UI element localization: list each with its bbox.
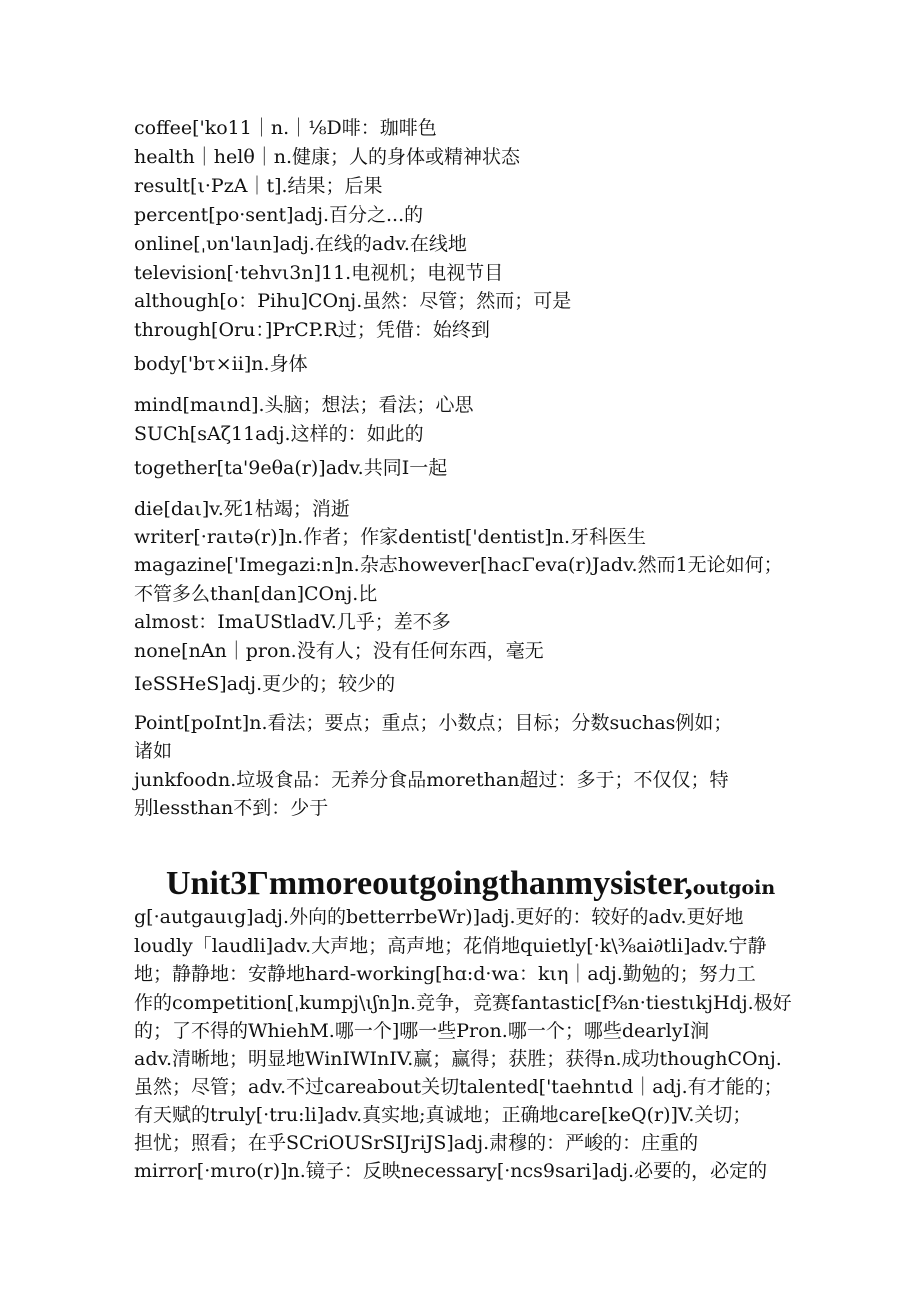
vocab-line: through[Oru：]PrCP.R过；凭借：始终到: [134, 319, 490, 341]
vocab-line: body['bτ×ii]n.身体: [134, 353, 308, 375]
vocab-line: die[daι]v.死1枯竭；消逝: [134, 498, 350, 520]
unit-line: mirror[·mιro(r)]n.镜子：反映necessary[·ncs9sari]adj.必要的，必定的: [134, 1160, 768, 1182]
vocab-line: 别lessthan不到：少于: [134, 797, 329, 819]
vocab-line: together[ta'9eθa(r)]adv.共同I一起: [134, 457, 448, 479]
unit-line: 地；静静地：安静地hard-working[hɑ:d·wa：kιη｜adj.勤勉的；努力工: [134, 963, 756, 985]
vocab-line: percent[po·sent]adj.百分之...的: [134, 204, 424, 226]
vocab-line: health｜helθ｜n.健康；人的身体或精神状态: [134, 146, 521, 168]
vocab-line: mind[maιnd].头脑；想法；看法；心思: [134, 394, 474, 416]
vocab-line: television[·tehvι3n]11.电视机；电视节目: [134, 262, 504, 284]
unit-line: adv.清晰地；明显地WinIWInIV.赢；赢得；获胜；获得n.成功thoughCOnj.: [134, 1048, 782, 1070]
unit-line: 担忧；照看；在乎SCriOUSrSIJriJS]adj.肃穆的：严峻的：庄重的: [134, 1132, 699, 1154]
vocab-line: online[ˌυn'laιn]adj.在线的adv.在线地: [134, 233, 467, 255]
unit-heading-tail: outgoin: [692, 877, 776, 899]
vocab-line: magazine['Imegazi:n]n.杂志however[hacΓeva(r)Jadv.然而1无论如何；: [134, 554, 783, 576]
unit-line: 虽然；尽管；adv.不过careabout关切talented['taehntιd｜adj.有才能的；: [134, 1076, 783, 1098]
vocab-line: Point[poInt]n.看法；要点；重点；小数点；目标；分数suchas例如；: [134, 712, 733, 734]
unit-line: 作的competition[ˌkumpj\ιʃn]n.竞争，竞赛fantastic[f⅜n·tiestιkjHdj.极好: [134, 992, 792, 1014]
vocab-line: writer[·raιtə(r)]n.作者；作家dentist['dentist]n.牙科医生: [134, 526, 646, 548]
unit-heading-title: Unit3Γmmoreoutgoingthanmysister,: [166, 865, 693, 902]
unit-line: 有天赋的truly[·tru:li]adv.真实地;真诚地；正确地care[keQ(r)]V.关切；: [134, 1104, 752, 1126]
vocab-line: coffee['ko11｜n.｜⅛D啡：珈啡色: [134, 117, 437, 139]
vocab-line: none[nAn｜pron.没有人；没有任何东西，毫无: [134, 640, 544, 662]
vocab-line: almost：ImaUStladV.几乎；差不多: [134, 611, 451, 633]
vocab-line: although[o：Pihu]COnj.虽然：尽管；然而；可是: [134, 290, 572, 312]
unit-line: 的；了不得的WhiehM.哪一个]哪一些Pron.哪一个；哪些dearlyI涧: [134, 1020, 709, 1042]
vocab-line: IeSSHeS]adj.更少的；较少的: [134, 673, 396, 695]
vocab-line: 不管多么than[dan]COnj.比: [134, 583, 378, 605]
unit-heading: [166, 862, 775, 910]
vocab-line: 诸如: [134, 740, 173, 762]
vocab-line: junkfoodn.垃圾食品：无养分食品morethan超过：多于；不仅仅；特: [134, 769, 729, 791]
unit-line: loudly「laudli]adv.大声地；高声地；花俏地quietly[·k\⅜ai∂tli]adv.宁静: [134, 935, 767, 957]
vocab-line: SUCh[sAζ11adj.这样的：如此的: [134, 423, 424, 445]
vocab-line: result[ι·PzA｜t].结果；后果: [134, 175, 383, 197]
unit-line: g[·autgauιg]adj.外向的betterrbeWr)]adj.更好的：较好的adv.更好地: [134, 906, 744, 928]
